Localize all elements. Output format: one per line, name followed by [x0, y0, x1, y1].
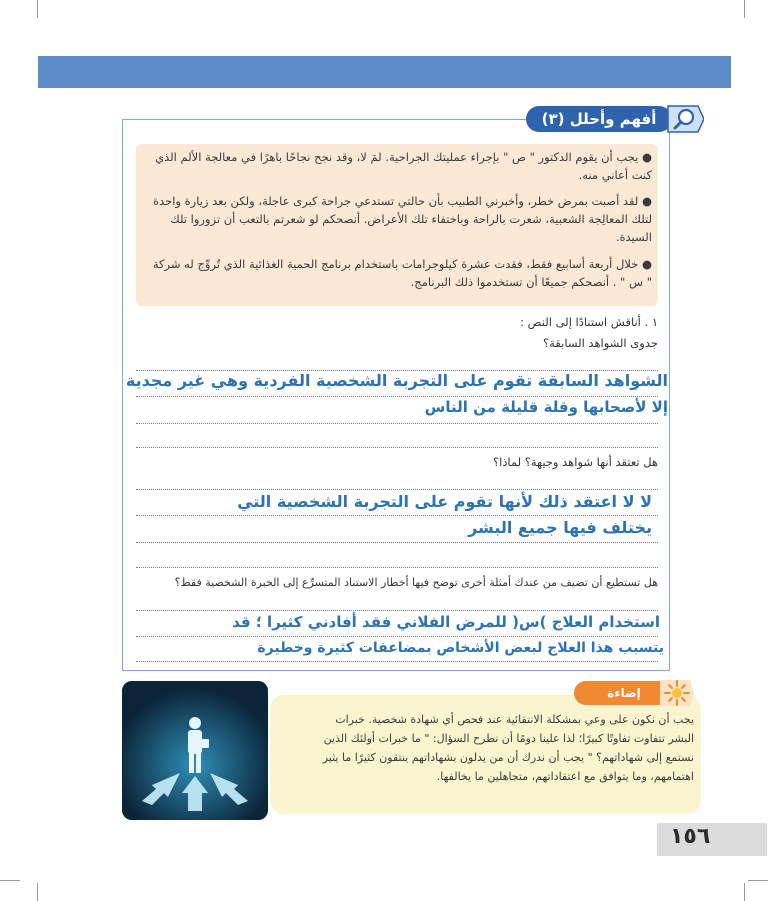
question-3: هل تستطيع أن تضيف من عندك أمثلة أخرى توضح فيها أخطار الاستناد المتسرِّع إلى الخبرة الشخصية فقط؟	[174, 576, 658, 589]
answer-line	[136, 515, 658, 516]
scenario-item: ● يجب أن يقوم الدكتور " ص " بإجراء عمليتك الجراحية. لمَ لا، وقد نجح نجاحًا باهرًا في معالجة الألم الذي كنت أعاني منه.	[155, 150, 652, 182]
magnifier-icon	[664, 104, 704, 134]
crop-mark	[744, 883, 745, 901]
idhaa-title: إضاءة	[574, 681, 674, 705]
answer-line	[136, 423, 658, 424]
crop-mark	[748, 880, 768, 881]
page-number: ١٥٦	[670, 824, 711, 849]
answer-line	[136, 542, 658, 543]
crop-mark	[37, 0, 38, 18]
bullet-icon: ●	[641, 194, 652, 208]
scenario-item: ● خلال أربعة أسابيع فقط، فقدت عشرة كيلوجرامات باستخدام برنامج الحمية الغذائية الذي تُروِّج له شركة " س " . أنصحكم جميعًا أن تستخدموا ذلك البرنامج.	[152, 257, 652, 289]
sun-icon	[660, 678, 694, 708]
answer-1-line-1: الشواهد السابقة تقوم على التجربة الشخصية الفردية وهي غير مجدية	[125, 371, 668, 390]
header-band	[38, 56, 731, 88]
answer-1-line-2: إلا لأصحابها وقلة قليلة من الناس	[424, 398, 668, 416]
answer-line	[136, 610, 658, 611]
bullet-icon: ●	[641, 257, 652, 271]
bullet-icon: ●	[641, 150, 652, 164]
crop-mark	[0, 880, 20, 881]
answer-3-line-1: استخدام العلاج )س( للمرض الفلاني فقد أفادني كثيرا ؛ قد	[232, 613, 660, 631]
answer-line	[136, 567, 658, 568]
question-2: هل تعتقد أنها شواهد وجيهة؟ لماذا؟	[493, 455, 658, 469]
answer-2-line-1: لا لا اعتقد ذلك لأنها تقوم على التجربة الشخصية التي	[237, 492, 652, 511]
scenario-item: ● لقد أصبت بمرض خطر، وأخبرني الطبيب بأن حالتي تستدعي جراحة كبرى عاجلة، ولكن بعد زيارة واحدة لتلك المعالِجة الشعبية، شعرت بالراحة وباختفاء تلك الأعراض. أنصحكم لو شعرتم بالتعب أن تزوروا تلك السيدة.	[153, 194, 652, 244]
task-intro: ١ . أناقش استنادًا إلى النص :	[520, 315, 658, 329]
answer-line	[136, 447, 658, 448]
answer-line	[136, 636, 658, 637]
answer-2-line-2: يختلف فيها جميع البشر	[468, 518, 652, 537]
answer-line	[136, 396, 658, 397]
crop-mark	[744, 0, 745, 18]
question-1: جدوى الشواهد السابقة؟	[543, 336, 658, 350]
section-header	[526, 104, 701, 134]
answer-line	[136, 489, 658, 490]
answer-3-line-2: يتسبب هذا العلاج لبعض الأشخاص بمضاعفات كثيرة وخطيرة	[257, 640, 664, 656]
answer-line	[136, 661, 658, 662]
crop-mark	[37, 883, 38, 901]
section-title: أفهم وأحلل (٣)	[526, 106, 672, 132]
crossroads-image	[122, 681, 268, 820]
idhaa-text: يجب أن نكون على وعي بمشكلة الانتقائية عند فحص أي شهادة شخصية. خبرات البشر تتفاوت تفاوتًا كبيرًا؛ لذا علينا دومًا أن نطرح السؤال: " ما خبرات أولئك الذين نستمع إلى شهاداتهم؟ " يجب أن ندرك أن من يدلون بشهاداتهم ينتقون كثيرًا ما يثير اهتمامهم، وما يتوافق مع اعتقاداتهم، متجاهلين ما يخالفها.	[322, 713, 694, 783]
